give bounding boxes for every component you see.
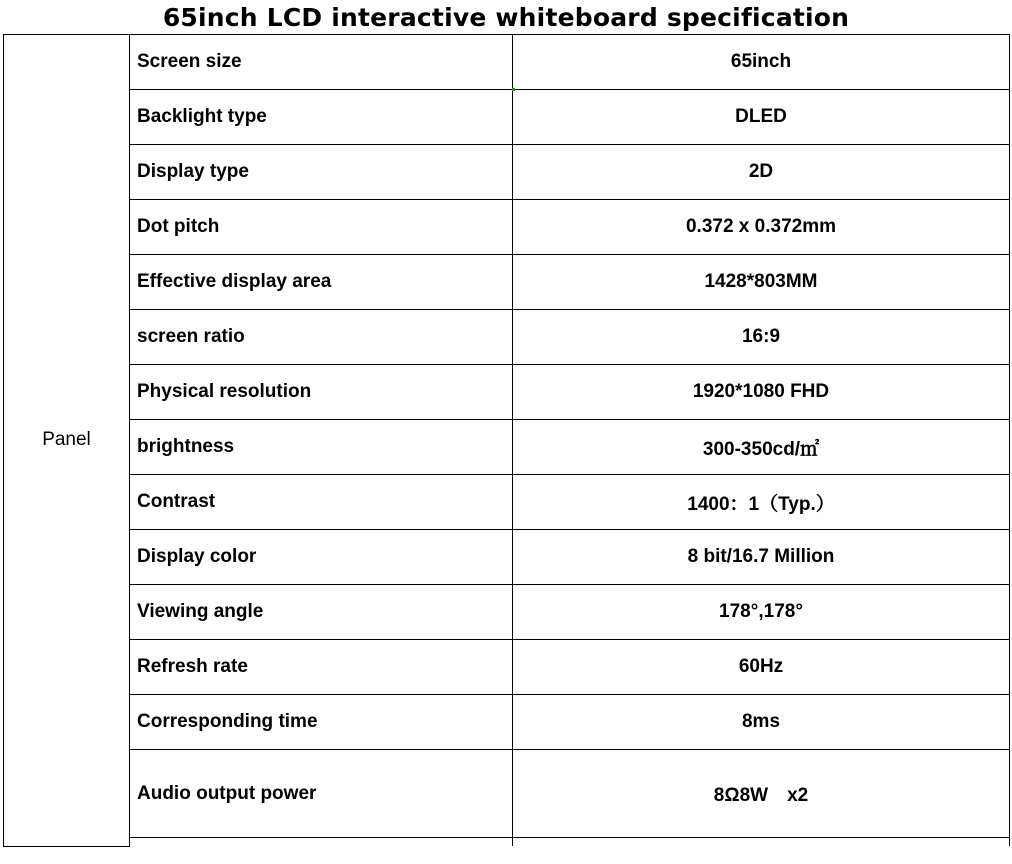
cell-corner-mark [512,88,515,91]
table-row [4,420,1010,475]
table-row [4,365,1010,420]
table-row [4,750,1010,838]
table-row [4,310,1010,365]
table-row [4,145,1010,200]
table-row [4,35,1010,90]
spec-value: DLED [513,90,1010,145]
spec-value: 16:9 [513,310,1010,365]
spec-name: Display type [130,145,513,200]
spec-value: 1400：1（Typ.） [513,475,1010,530]
spec-name: Corresponding time [130,695,513,750]
spec-value: 8 bit/16.7 Million [513,530,1010,585]
spec-name: screen ratio [130,310,513,365]
spec-value: 300-350cd/㎡ [513,420,1010,475]
spec-name: Audio output power [130,750,513,838]
spec-name: Viewing angle [130,585,513,640]
category-cell-panel: Panel [4,35,130,847]
spec-name: Contrast [130,475,513,530]
table-row-partial [4,838,1010,847]
table-row [4,200,1010,255]
spec-value: 178°,178° [513,585,1010,640]
spec-value: 60Hz [513,640,1010,695]
spec-value: 1920*1080 FHD [513,365,1010,420]
spec-value: 65inch [513,35,1010,90]
spec-name: Physical resolution [130,365,513,420]
spec-value: 0.372 x 0.372mm [513,200,1010,255]
table-row [4,255,1010,310]
spec-name: Backlight type [130,90,513,145]
table-row [4,530,1010,585]
spec-value: 1428*803MM [513,255,1010,310]
spec-name: Refresh rate [130,640,513,695]
table-row [4,585,1010,640]
spec-value: 8ms [513,695,1010,750]
table-row [4,90,1010,145]
table-row [4,695,1010,750]
spec-value: 2D [513,145,1010,200]
spec-name: Display color [130,530,513,585]
spec-value: 8Ω8W x2 [513,750,1010,838]
spec-name: Effective display area [130,255,513,310]
spec-value-empty [513,838,1010,847]
table-row [4,640,1010,695]
spec-name: Screen size [130,35,513,90]
table-row [4,475,1010,530]
document-title: 65inch LCD interactive whiteboard specification [162,3,850,32]
spec-name-empty [130,838,513,847]
spec-table [3,34,1010,847]
spec-name: Dot pitch [130,200,513,255]
spec-name: brightness [130,420,513,475]
